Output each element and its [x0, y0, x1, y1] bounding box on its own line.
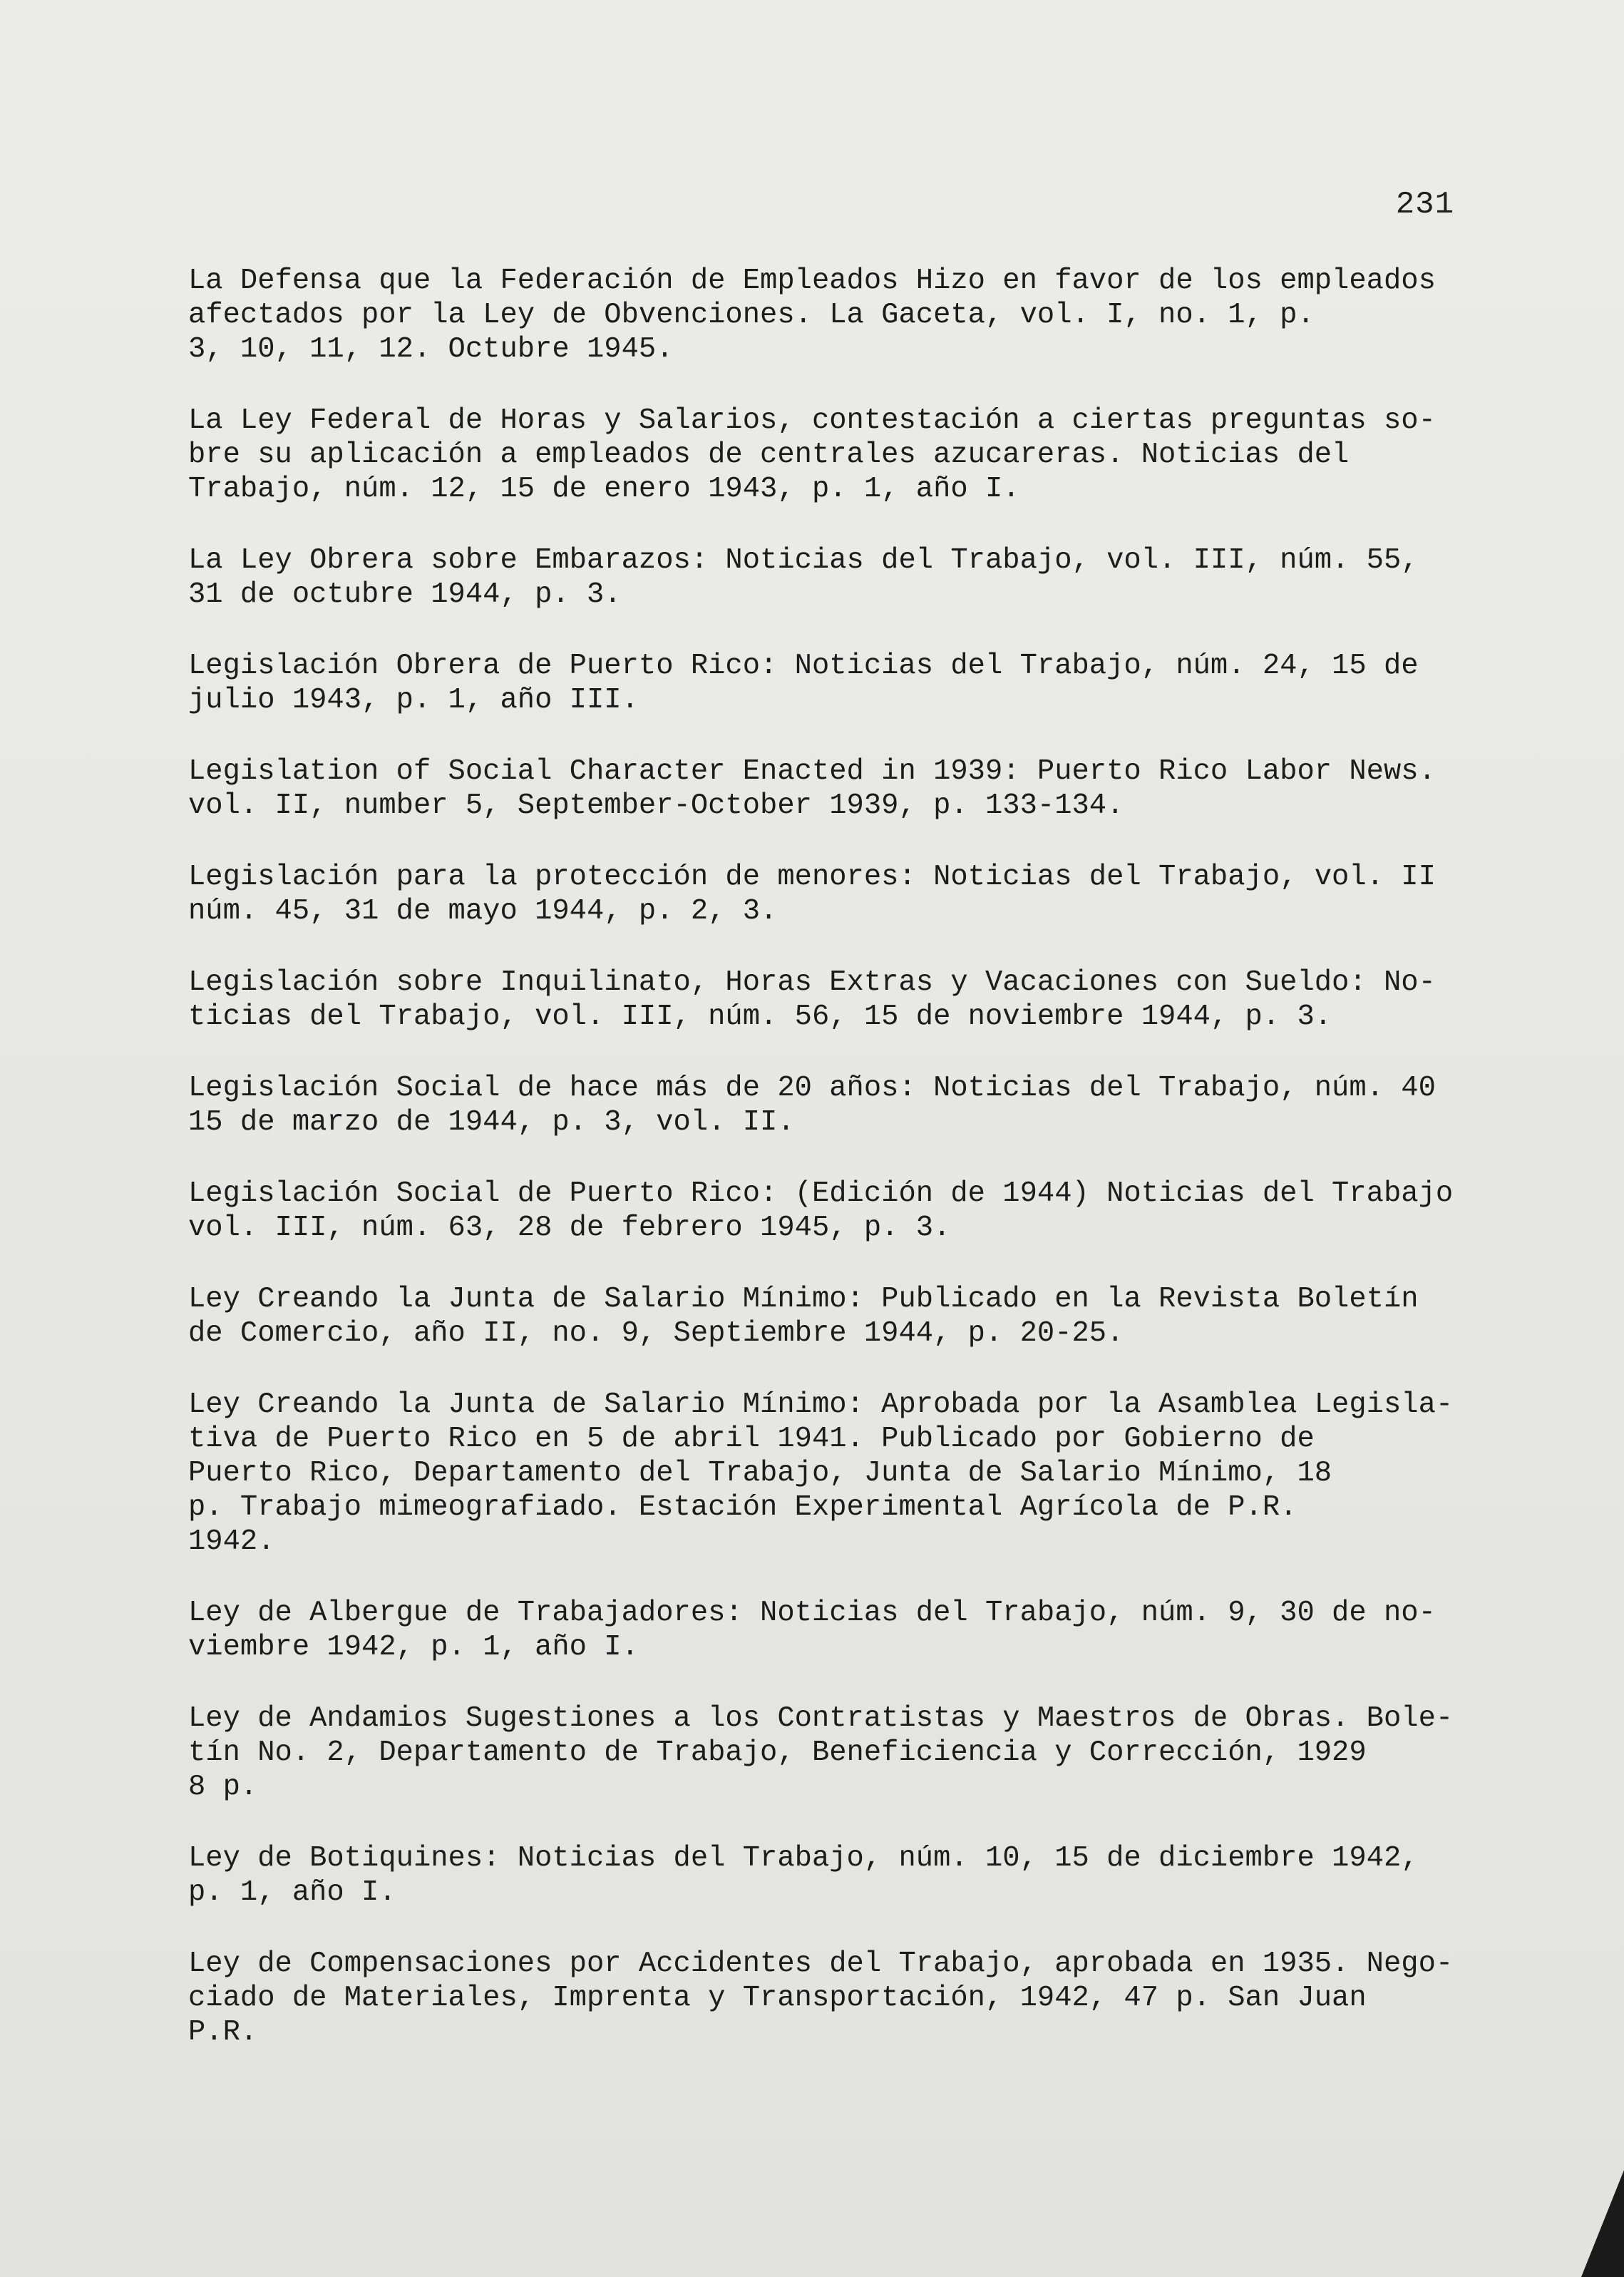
entry-line: Ley de Andamios Sugestiones a los Contratistas y Maestros de Obras. Bole- [188, 1702, 1454, 1735]
entry-line: Ley de Compensaciones por Accidentes del Trabajo, aprobada en 1935. Nego- [188, 1948, 1454, 1980]
entry-line: Legislación Obrera de Puerto Rico: Noticias del Trabajo, núm. 24, 15 de [188, 650, 1419, 682]
entry-line: 3, 10, 11, 12. Octubre 1945. [188, 333, 674, 366]
entry-line: Ley Creando la Junta de Salario Mínimo: Publicado en la Revista Boletín [188, 1283, 1419, 1316]
entry-line: Trabajo, núm. 12, 15 de enero 1943, p. 1, año I. [188, 473, 1020, 506]
bibliography-entry [188, 1702, 1493, 1804]
page-corner-shadow [1581, 2170, 1624, 2277]
page-number: 231 [1395, 187, 1454, 222]
entry-line: p. 1, año I. [188, 1876, 396, 1909]
entry-line: p. Trabajo mimeografiado. Estación Experimental Agrícola de P.R. [188, 1491, 1297, 1524]
bibliography-entry [188, 1596, 1493, 1664]
entry-line: vol. III, núm. 63, 28 de febrero 1945, p. 3. [188, 1212, 951, 1244]
bibliography-entry [188, 860, 1493, 928]
bibliography-entry [188, 754, 1493, 823]
entry-line: P.R. [188, 2016, 258, 2049]
entry-line: 1942. [188, 1525, 275, 1558]
bibliography-entry [188, 404, 1493, 506]
entry-line: La Ley Obrera sobre Embarazos: Noticias del Trabajo, vol. III, núm. 55, [188, 544, 1419, 577]
entry-line: Legislación sobre Inquilinato, Horas Extras y Vacaciones con Sueldo: No- [188, 966, 1436, 999]
entry-line: de Comercio, año II, no. 9, Septiembre 1944, p. 20-25. [188, 1317, 1124, 1350]
bibliography-entry [188, 1071, 1493, 1140]
bibliography-list [188, 264, 1493, 2087]
entry-line: 31 de octubre 1944, p. 3. [188, 578, 622, 611]
entry-line: Legislación Social de Puerto Rico: (Edición de 1944) Noticias del Trabajo [188, 1177, 1454, 1210]
bibliography-entry [188, 649, 1493, 717]
bibliography-entry [188, 1282, 1493, 1351]
entry-line: afectados por la Ley de Obvenciones. La Gaceta, vol. I, no. 1, p. [188, 299, 1315, 332]
entry-line: Legislation of Social Character Enacted in 1939: Puerto Rico Labor News. [188, 755, 1436, 788]
entry-line: Ley de Albergue de Trabajadores: Noticias del Trabajo, núm. 9, 30 de no- [188, 1597, 1436, 1629]
entry-line: Puerto Rico, Departamento del Trabajo, Junta de Salario Mínimo, 18 [188, 1457, 1332, 1490]
bibliography-entry [188, 966, 1493, 1034]
entry-line: julio 1943, p. 1, año III. [188, 684, 639, 717]
entry-line: tín No. 2, Departamento de Trabajo, Beneficiencia y Corrección, 1929 [188, 1736, 1367, 1769]
entry-line: La Ley Federal de Horas y Salarios, contestación a ciertas preguntas so- [188, 404, 1436, 437]
entry-line: Legislación Social de hace más de 20 años: Noticias del Trabajo, núm. 40 [188, 1072, 1436, 1105]
entry-line: ticias del Trabajo, vol. III, núm. 56, 15 de noviembre 1944, p. 3. [188, 1001, 1332, 1033]
entry-line: Ley Creando la Junta de Salario Mínimo: Aprobada por la Asamblea Legisla- [188, 1388, 1454, 1421]
bibliography-entry [188, 543, 1493, 612]
entry-line: bre su aplicación a empleados de centrales azucareras. Noticias del [188, 439, 1350, 471]
bibliography-entry [188, 1947, 1493, 2050]
bibliography-entry [188, 1177, 1493, 1245]
entry-line: ciado de Materiales, Imprenta y Transportación, 1942, 47 p. San Juan [188, 1982, 1367, 2015]
bibliography-entry [188, 264, 1493, 367]
entry-line: 15 de marzo de 1944, p. 3, vol. II. [188, 1106, 795, 1139]
entry-line: núm. 45, 31 de mayo 1944, p. 2, 3. [188, 895, 778, 928]
entry-line: La Defensa que la Federación de Empleados Hizo en favor de los empleados [188, 265, 1436, 297]
bibliography-entry [188, 1841, 1493, 1910]
entry-line: Legislación para la protección de menores: Noticias del Trabajo, vol. II [188, 861, 1436, 894]
bibliography-entry [188, 1388, 1493, 1559]
entry-line: viembre 1942, p. 1, año I. [188, 1631, 639, 1664]
entry-line: Ley de Botiquines: Noticias del Trabajo, núm. 10, 15 de diciembre 1942, [188, 1842, 1419, 1875]
entry-line: tiva de Puerto Rico en 5 de abril 1941. Publicado por Gobierno de [188, 1423, 1315, 1455]
entry-line: vol. II, number 5, September-October 1939, p. 133-134. [188, 789, 1124, 822]
entry-line: 8 p. [188, 1771, 258, 1803]
